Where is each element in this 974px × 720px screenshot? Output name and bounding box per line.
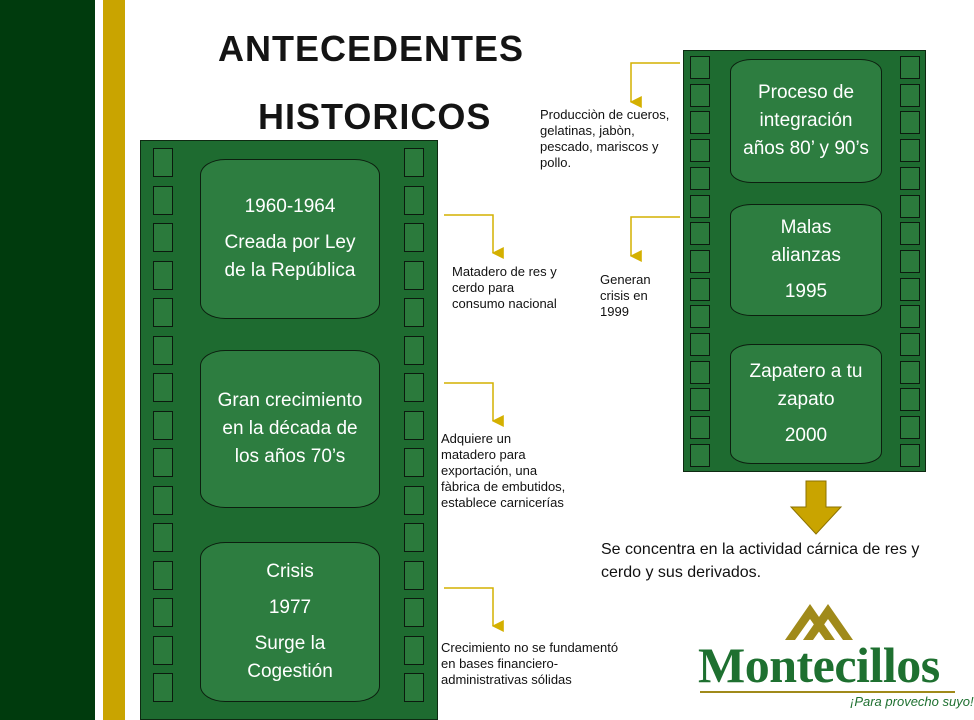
frame-crisis-text: Surge la Cogestión [247, 633, 333, 682]
connector-arrow-matadero [444, 215, 493, 253]
note-crecimiento: Crecimiento no se fundamentó en bases financiero-administrativas sólidas [441, 640, 619, 687]
note-produccion: Producciòn de cueros, gelatinas, jabòn, pescado, mariscos y pollo. [540, 107, 670, 170]
note-matadero: Matadero de res y cerdo para consumo nacional [452, 264, 557, 311]
note-generan: Generan crisis en 1999 [600, 272, 651, 319]
down-arrow-icon [791, 481, 841, 534]
conclusion-text: Se concentra en la actividad cárnica de res y cerdo y sus derivados. [601, 541, 920, 581]
frame-crisis-year: 1977 [268, 597, 312, 618]
note-adquiere: Adquiere un matadero para exportación, una fàbrica de embutidos, establece carnicerías [441, 431, 566, 510]
montecillos-logo-mark-icon [785, 604, 853, 640]
frame-crisis-label: Crisis [266, 561, 314, 582]
connector-arrow-adquiere [444, 383, 493, 421]
frame-integration-text: Proceso de integración años 80’ y 90’s [743, 82, 869, 159]
frame-zapatero-year: 2000 [784, 425, 828, 446]
frame-alliances-year: 1995 [784, 281, 828, 302]
frame-zapatero-text: Zapatero a tu zapato [749, 361, 863, 410]
connector-arrow-crecimiento [444, 588, 493, 626]
connector-arrow-generan [631, 217, 680, 256]
frame-founding-years: 1960-1964 [244, 196, 336, 217]
frame-alliances-text: Malas alianzas [771, 217, 841, 266]
connector-arrow-produccion [631, 63, 680, 102]
logo-wordmark: Montecillos [698, 637, 940, 693]
title-line-2: HISTORICOS [258, 96, 492, 137]
logo-tagline: ¡Para provecho suyo! [850, 694, 974, 709]
frame-growth-text: Gran crecimiento en la década de los años 70’s [217, 390, 363, 467]
title-line-1: ANTECEDENTES [218, 28, 525, 69]
frame-founding-text: Creada por Ley de la República [224, 232, 356, 281]
